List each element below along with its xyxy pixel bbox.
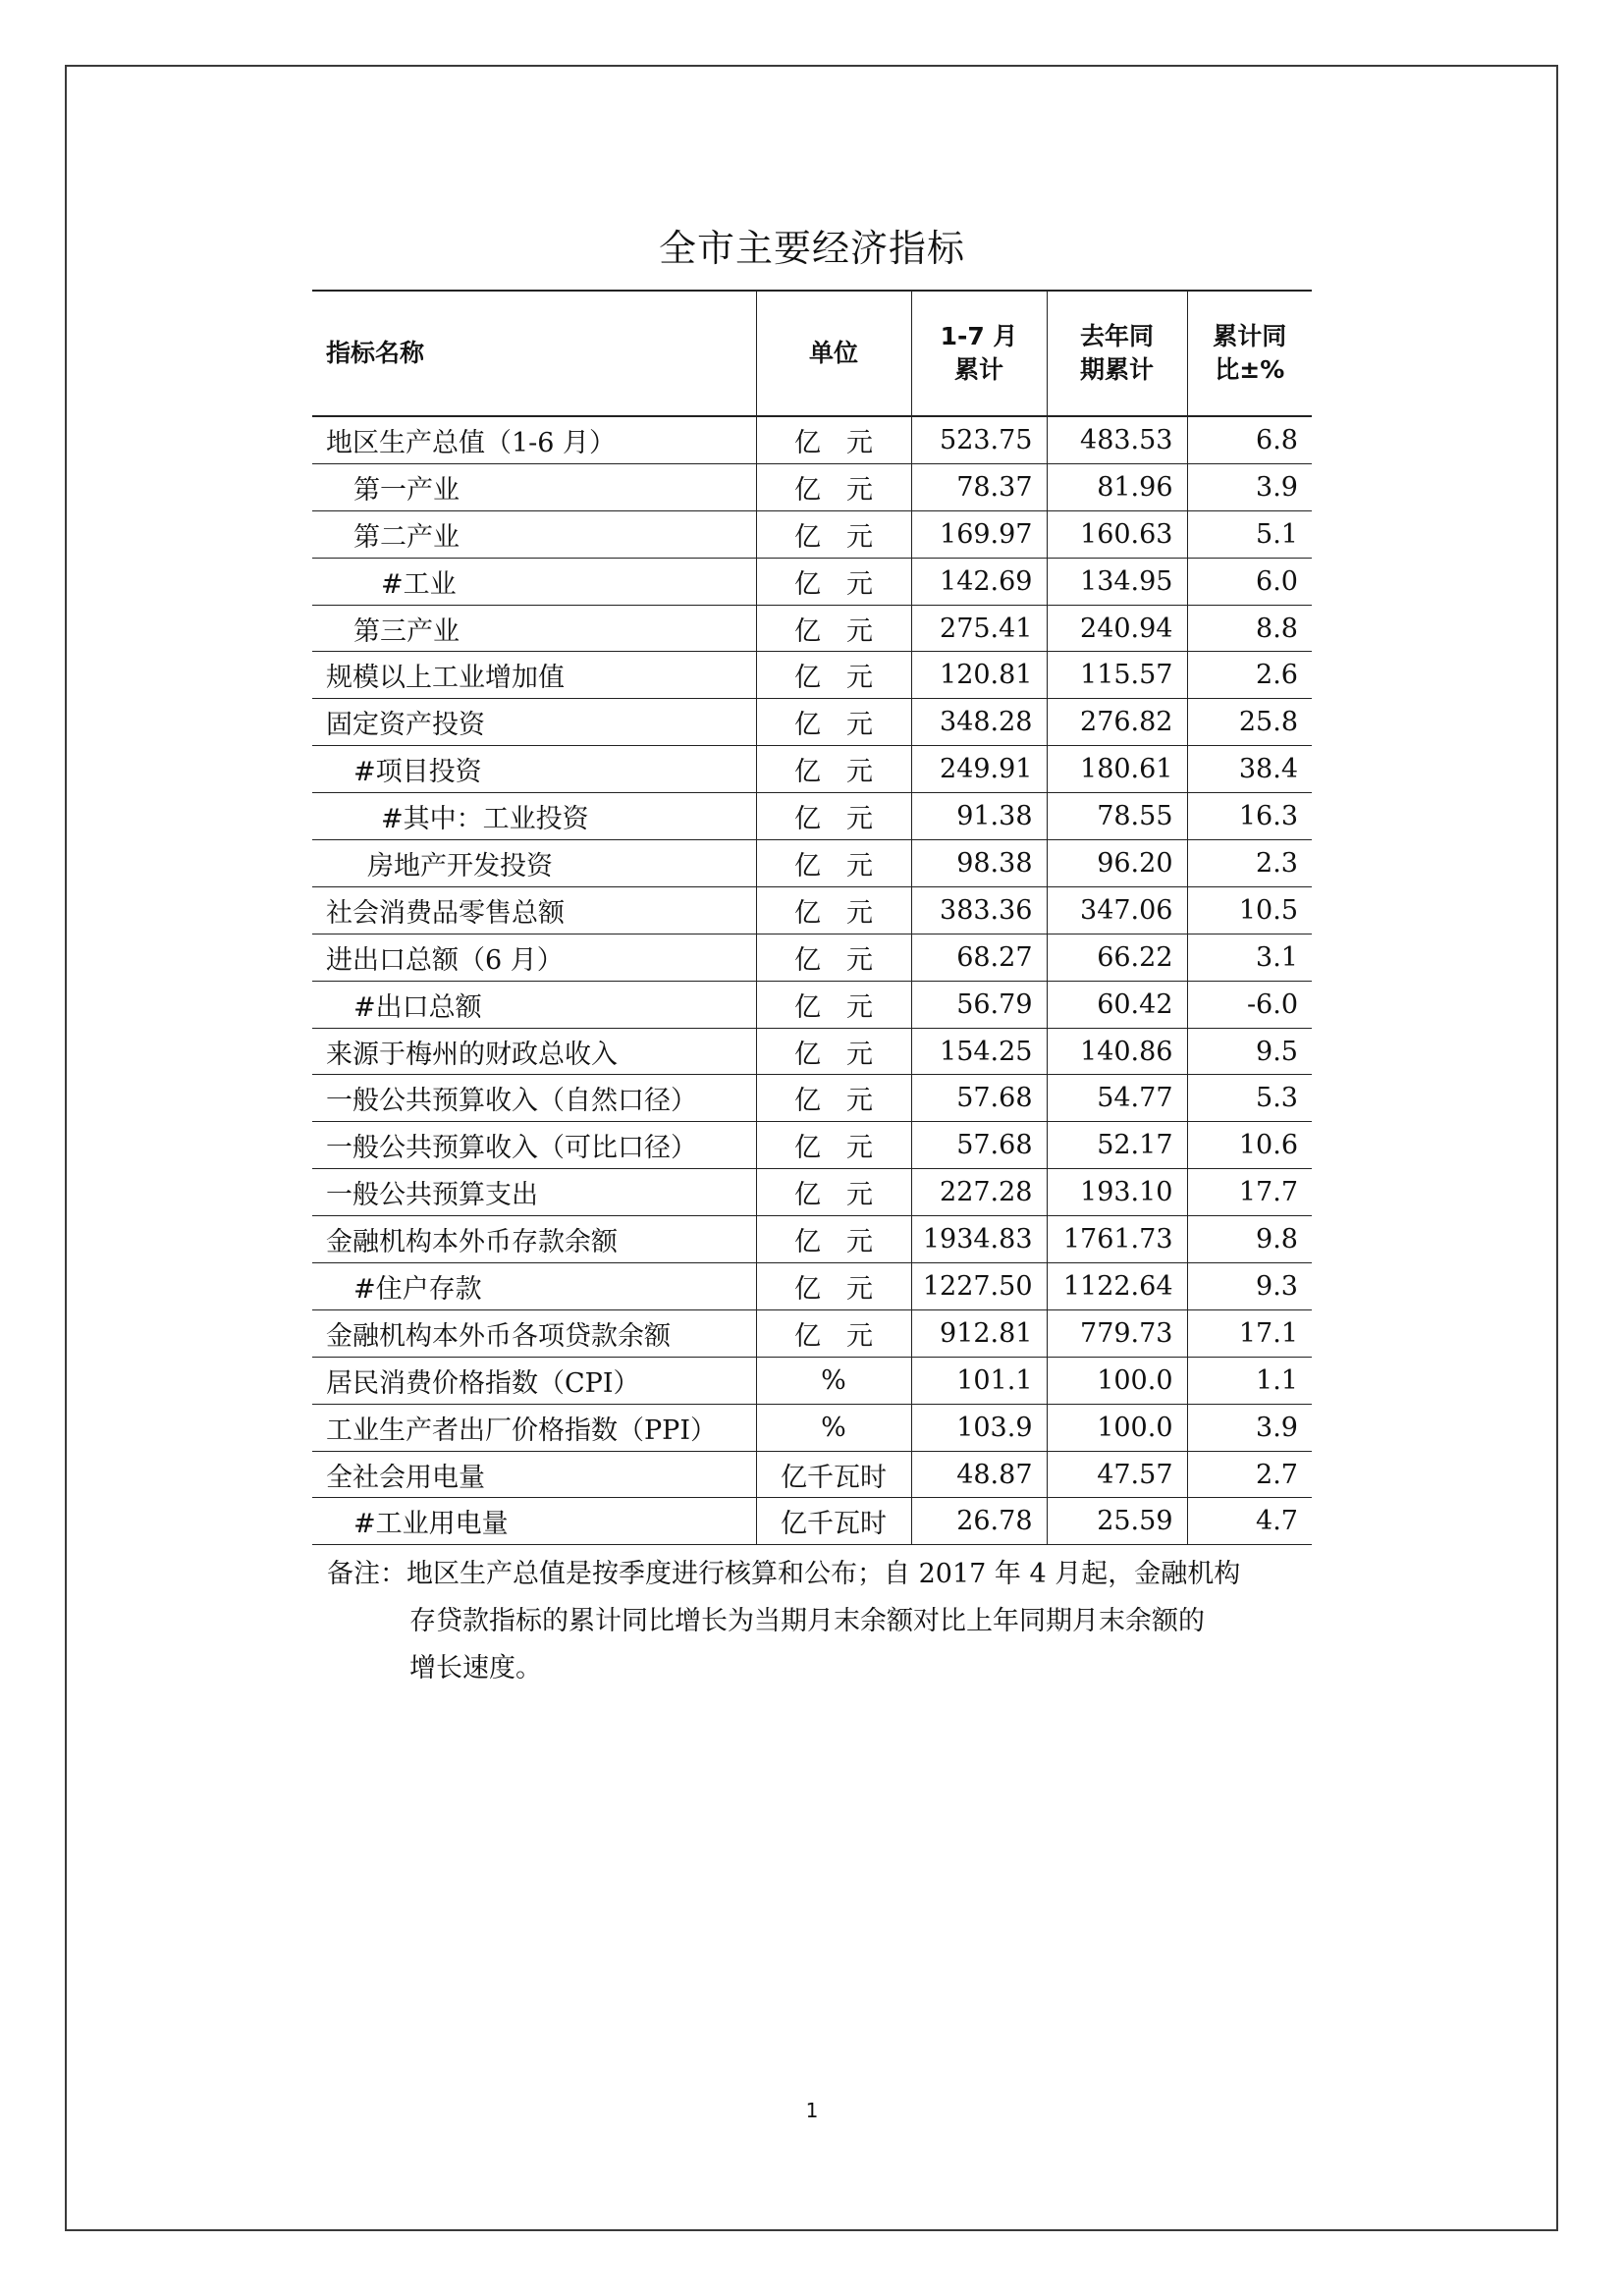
indicator-name-cell: #住户存款	[312, 1263, 756, 1310]
footnote-line: 备注：地区生产总值是按季度进行核算和公布；自 2017 年 4 月起，金融机构	[327, 1559, 1241, 1589]
yoy-change-cell: 38.4	[1187, 746, 1312, 793]
unit-cell: 亿元	[756, 1216, 911, 1263]
header-indicator-name: 指标名称	[312, 291, 756, 416]
current-cumulative-cell: 249.91	[911, 746, 1047, 793]
last-year-cumulative-cell: 66.22	[1047, 934, 1187, 981]
yoy-change-cell: 6.0	[1187, 558, 1312, 605]
current-cumulative-cell: 68.27	[911, 934, 1047, 981]
yoy-change-cell: 9.5	[1187, 1028, 1312, 1075]
current-cumulative-cell: 383.36	[911, 886, 1047, 934]
unit-cell: 亿元	[756, 793, 911, 840]
header-current-cumulative: 1-7 月 累计	[911, 291, 1047, 416]
indicator-name-cell: 进出口总额（6 月）	[312, 934, 756, 981]
current-cumulative-cell: 56.79	[911, 981, 1047, 1028]
yoy-change-cell: 5.3	[1187, 1075, 1312, 1122]
table-row	[312, 1216, 1312, 1263]
yoy-change-cell: 2.6	[1187, 652, 1312, 699]
table-row	[312, 981, 1312, 1028]
yoy-change-cell: 8.8	[1187, 605, 1312, 652]
current-cumulative-cell: 1934.83	[911, 1216, 1047, 1263]
table-row	[312, 652, 1312, 699]
yoy-change-cell: 4.7	[1187, 1498, 1312, 1545]
header-last-year-cumulative: 去年同 期累计	[1047, 291, 1187, 416]
last-year-cumulative-cell: 1761.73	[1047, 1216, 1187, 1263]
last-year-cumulative-cell: 1122.64	[1047, 1263, 1187, 1310]
last-year-cumulative-cell: 347.06	[1047, 886, 1187, 934]
page-number: 1	[805, 2099, 819, 2122]
current-cumulative-cell: 57.68	[911, 1075, 1047, 1122]
unit-cell: 亿元	[756, 463, 911, 510]
indicator-name-cell: 全社会用电量	[312, 1451, 756, 1498]
current-cumulative-cell: 101.1	[911, 1357, 1047, 1404]
footnote	[327, 1551, 1309, 1692]
table-row	[312, 605, 1312, 652]
unit-cell: 亿元	[756, 886, 911, 934]
last-year-cumulative-cell: 52.17	[1047, 1122, 1187, 1169]
unit-cell: %	[756, 1357, 911, 1404]
current-cumulative-cell: 48.87	[911, 1451, 1047, 1498]
last-year-cumulative-cell: 779.73	[1047, 1309, 1187, 1357]
last-year-cumulative-cell: 134.95	[1047, 558, 1187, 605]
indicator-name-cell: 金融机构本外币各项贷款余额	[312, 1309, 756, 1357]
current-cumulative-cell: 523.75	[911, 416, 1047, 463]
last-year-cumulative-cell: 180.61	[1047, 746, 1187, 793]
indicator-name-cell: 固定资产投资	[312, 699, 756, 746]
unit-cell: 亿元	[756, 699, 911, 746]
unit-cell: 亿元	[756, 934, 911, 981]
yoy-change-cell: 9.3	[1187, 1263, 1312, 1310]
table-body	[312, 416, 1312, 1545]
indicator-name-cell: #出口总额	[312, 981, 756, 1028]
current-cumulative-cell: 348.28	[911, 699, 1047, 746]
table-header-row	[312, 291, 1312, 416]
indicator-name-cell: 社会消费品零售总额	[312, 886, 756, 934]
last-year-cumulative-cell: 47.57	[1047, 1451, 1187, 1498]
table-row	[312, 463, 1312, 510]
indicator-name-cell: #工业	[312, 558, 756, 605]
last-year-cumulative-cell: 115.57	[1047, 652, 1187, 699]
current-cumulative-cell: 91.38	[911, 793, 1047, 840]
unit-cell: 亿元	[756, 981, 911, 1028]
yoy-change-cell: 16.3	[1187, 793, 1312, 840]
last-year-cumulative-cell: 193.10	[1047, 1169, 1187, 1216]
last-year-cumulative-cell: 483.53	[1047, 416, 1187, 463]
current-cumulative-cell: 103.9	[911, 1404, 1047, 1451]
unit-cell: 亿元	[756, 1263, 911, 1310]
indicator-name-cell: 地区生产总值（1-6 月）	[326, 427, 617, 458]
yoy-change-cell: 2.3	[1187, 840, 1312, 887]
economic-indicators-table	[312, 290, 1312, 1545]
current-cumulative-cell: 169.97	[911, 510, 1047, 558]
indicator-name-cell: #其中：工业投资	[312, 793, 756, 840]
indicator-name-cell: 一般公共预算收入（可比口径）	[312, 1122, 756, 1169]
current-cumulative-cell: 912.81	[911, 1309, 1047, 1357]
indicator-name-cell: #项目投资	[312, 746, 756, 793]
last-year-cumulative-cell: 54.77	[1047, 1075, 1187, 1122]
table-row	[312, 1075, 1312, 1122]
last-year-cumulative-cell: 96.20	[1047, 840, 1187, 887]
current-cumulative-cell: 26.78	[911, 1498, 1047, 1545]
table-row	[312, 699, 1312, 746]
yoy-change-cell: 10.6	[1187, 1122, 1312, 1169]
unit-cell: 亿元	[756, 416, 911, 463]
indicator-name-cell: 居民消费价格指数（CPI）	[312, 1357, 756, 1404]
footnote-line: 存贷款指标的累计同比增长为当期月末余额对比上年同期月末余额的	[409, 1606, 1205, 1636]
yoy-change-cell: 9.8	[1187, 1216, 1312, 1263]
last-year-cumulative-cell: 60.42	[1047, 981, 1187, 1028]
unit-cell: 亿元	[756, 1309, 911, 1357]
table-row	[312, 1028, 1312, 1075]
table-row	[312, 746, 1312, 793]
yoy-change-cell: 17.7	[1187, 1169, 1312, 1216]
yoy-change-cell: 10.5	[1187, 886, 1312, 934]
unit-cell: 亿元	[756, 605, 911, 652]
yoy-change-cell: 1.1	[1187, 1357, 1312, 1404]
unit-cell: 亿元	[756, 1122, 911, 1169]
yoy-change-cell: -6.0	[1187, 981, 1312, 1028]
current-cumulative-cell: 142.69	[911, 558, 1047, 605]
last-year-cumulative-cell: 100.0	[1047, 1404, 1187, 1451]
last-year-cumulative-cell: 276.82	[1047, 699, 1187, 746]
current-cumulative-cell: 120.81	[911, 652, 1047, 699]
indicator-name-cell: 第二产业	[312, 510, 756, 558]
unit-cell: 亿元	[756, 840, 911, 887]
table-row	[312, 1357, 1312, 1404]
last-year-cumulative-cell: 25.59	[1047, 1498, 1187, 1545]
yoy-change-cell: 3.1	[1187, 934, 1312, 981]
unit-cell: 亿元	[756, 510, 911, 558]
table-row	[312, 558, 1312, 605]
table-row	[312, 1309, 1312, 1357]
current-cumulative-cell: 227.28	[911, 1169, 1047, 1216]
last-year-cumulative-cell: 240.94	[1047, 605, 1187, 652]
yoy-change-cell: 2.7	[1187, 1451, 1312, 1498]
unit-cell: 亿千瓦时	[756, 1451, 911, 1498]
indicator-name-cell: 第一产业	[312, 463, 756, 510]
current-cumulative-cell: 98.38	[911, 840, 1047, 887]
current-cumulative-cell: 1227.50	[911, 1263, 1047, 1310]
yoy-change-cell: 17.1	[1187, 1309, 1312, 1357]
unit-cell: 亿元	[756, 1028, 911, 1075]
yoy-change-cell: 3.9	[1187, 1404, 1312, 1451]
indicator-name-cell: 来源于梅州的财政总收入	[312, 1028, 756, 1075]
current-cumulative-cell: 78.37	[911, 463, 1047, 510]
unit-cell: 亿元	[756, 1169, 911, 1216]
table-row	[312, 1169, 1312, 1216]
indicator-name-cell: 工业生产者出厂价格指数（PPI）	[312, 1404, 756, 1451]
yoy-change-cell: 25.8	[1187, 699, 1312, 746]
document-title: 全市主要经济指标	[658, 227, 965, 270]
indicator-name-cell: 第三产业	[312, 605, 756, 652]
current-cumulative-cell: 57.68	[911, 1122, 1047, 1169]
unit-cell: 亿元	[756, 652, 911, 699]
table-row	[312, 1404, 1312, 1451]
current-cumulative-cell: 154.25	[911, 1028, 1047, 1075]
table-row	[312, 1263, 1312, 1310]
header-yoy-change: 累计同 比±%	[1187, 291, 1312, 416]
last-year-cumulative-cell: 78.55	[1047, 793, 1187, 840]
yoy-change-cell: 3.9	[1187, 463, 1312, 510]
table-row	[312, 1451, 1312, 1498]
current-cumulative-cell: 275.41	[911, 605, 1047, 652]
table-row	[312, 793, 1312, 840]
table-row	[312, 1122, 1312, 1169]
unit-cell: 亿元	[756, 558, 911, 605]
yoy-change-cell: 6.8	[1187, 416, 1312, 463]
last-year-cumulative-cell: 81.96	[1047, 463, 1187, 510]
unit-cell: 亿元	[756, 1075, 911, 1122]
indicator-name-cell: 一般公共预算收入（自然口径）	[312, 1075, 756, 1122]
table-row	[312, 840, 1312, 887]
table-row	[312, 886, 1312, 934]
table-row	[312, 510, 1312, 558]
indicator-name-cell: 金融机构本外币存款余额	[312, 1216, 756, 1263]
footnote-line: 增长速度。	[409, 1653, 542, 1683]
last-year-cumulative-cell: 140.86	[1047, 1028, 1187, 1075]
header-unit: 单位	[756, 291, 911, 416]
indicator-name-cell: #工业用电量	[312, 1498, 756, 1545]
indicator-name-cell: 规模以上工业增加值	[312, 652, 756, 699]
indicator-name-cell: 一般公共预算支出	[312, 1169, 756, 1216]
indicator-name-cell: 房地产开发投资	[312, 840, 756, 887]
unit-cell: 亿千瓦时	[756, 1498, 911, 1545]
table-row	[312, 416, 1312, 463]
table-row	[312, 934, 1312, 981]
unit-cell: %	[756, 1404, 911, 1451]
last-year-cumulative-cell: 100.0	[1047, 1357, 1187, 1404]
table-row	[312, 1498, 1312, 1545]
unit-cell: 亿元	[756, 746, 911, 793]
last-year-cumulative-cell: 160.63	[1047, 510, 1187, 558]
yoy-change-cell: 5.1	[1187, 510, 1312, 558]
